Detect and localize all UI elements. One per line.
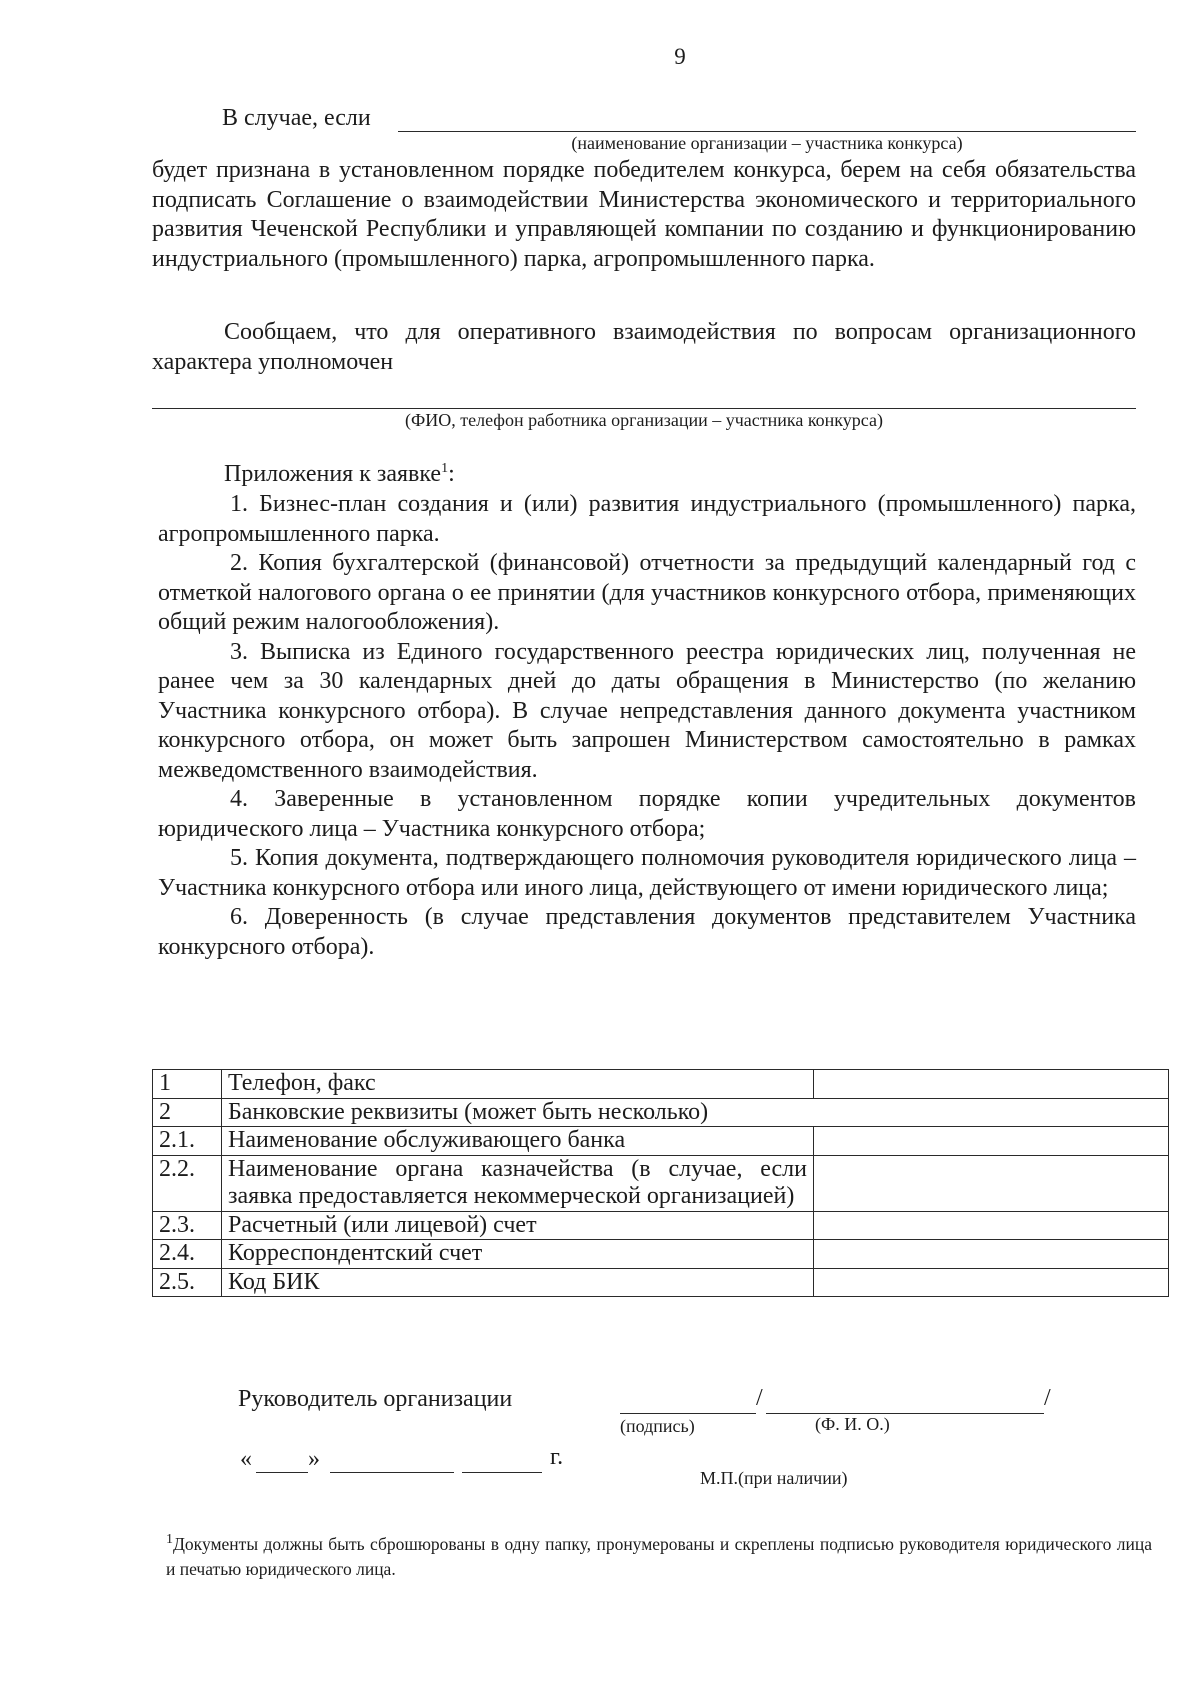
- table-row: [153, 1211, 1169, 1240]
- month-blank[interactable]: [330, 1472, 454, 1473]
- row-label: Наименование органа казначейства (в случае, если заявка предоставляется некоммерческой организацией): [222, 1155, 814, 1211]
- attachment-item-5: 5. Копия документа, подтверждающего полномочия руководителя юридического лица – Участника конкурсного отбора или иного лица, действующего от имени юридического лица;: [158, 845, 1136, 901]
- table-row: [153, 1155, 1169, 1211]
- row-number: 2.1.: [153, 1127, 222, 1156]
- table-row: [153, 1268, 1169, 1297]
- authorized-person-blank[interactable]: [152, 408, 1136, 409]
- table-row: [153, 1127, 1169, 1156]
- row-number: 2.3.: [153, 1211, 222, 1240]
- stamp-placeholder: М.П.(при наличии): [700, 1468, 848, 1488]
- footnote-mark: 1: [166, 1532, 173, 1548]
- page-number: 9: [674, 44, 686, 69]
- row-number: 2.5.: [153, 1268, 222, 1297]
- day-blank[interactable]: [256, 1472, 308, 1473]
- row-number: 2.4.: [153, 1240, 222, 1269]
- row-value-cell[interactable]: [814, 1070, 1169, 1099]
- attachment-item-4: 4. Заверенные в установленном порядке копии учредительных документов юридического лица – Участника конкурсного отбора;: [158, 786, 1136, 842]
- footnote-text: Документы должны быть сброшюрованы в одну папку, пронумерованы и скреплены подписью руководителя юридического лица и печатью юридического лица.: [166, 1534, 1152, 1579]
- authorized-person-caption: (ФИО, телефон работника организации – участника конкурса): [405, 410, 883, 430]
- row-label: Код БИК: [222, 1268, 814, 1297]
- table-row: [153, 1070, 1169, 1099]
- row-number: 2.2.: [153, 1155, 222, 1211]
- year-blank[interactable]: [462, 1472, 542, 1473]
- row-number: 1: [153, 1070, 222, 1099]
- row-value-cell[interactable]: [814, 1268, 1169, 1297]
- row-value-cell[interactable]: [814, 1127, 1169, 1156]
- slash-separator: /: [756, 1385, 763, 1411]
- row-label: Банковские реквизиты (может быть несколько): [222, 1098, 1169, 1127]
- attachment-item-6: 6. Доверенность (в случае представления документов представителем Участника конкурсного отбора).: [158, 904, 1136, 960]
- row-label: Расчетный (или лицевой) счет: [222, 1211, 814, 1240]
- attachments-heading-text: Приложения к заявке: [224, 461, 442, 487]
- intro-paragraph: будет признана в установленном порядке победителем конкурса, берем на себя обязательства подписать Соглашение о взаимодействии Министерства экономического и территориального развития Чеченской Республики и управляющей компании по созданию и функционированию индустриального (промышленного) парка, агропромышленного парка.: [152, 157, 1136, 272]
- head-of-organization-label: Руководитель организации: [238, 1386, 513, 1412]
- row-label: Корреспондентский счет: [222, 1240, 814, 1269]
- row-value-cell[interactable]: [814, 1240, 1169, 1269]
- organization-name-caption: (наименование организации – участника конкурса): [571, 133, 963, 153]
- row-number: 2: [153, 1098, 222, 1127]
- notice-paragraph: Сообщаем, что для оперативного взаимодействия по вопросам организационного характера уполномочен: [152, 319, 1136, 375]
- organization-name-blank[interactable]: [398, 131, 1136, 132]
- full-name-blank[interactable]: [766, 1413, 1044, 1414]
- attachments-heading: [224, 460, 455, 490]
- slash-separator: /: [1044, 1385, 1051, 1411]
- attachments-list: [158, 490, 1136, 962]
- attachments-heading-suffix: :: [448, 461, 455, 487]
- signature-blank[interactable]: [620, 1413, 756, 1414]
- footnote-reference: 1: [441, 461, 449, 476]
- row-value-cell[interactable]: [814, 1211, 1169, 1240]
- row-value-cell[interactable]: [814, 1155, 1169, 1211]
- intro-prefix: В случае, если: [222, 105, 371, 131]
- row-label: Наименование обслуживающего банка: [222, 1127, 814, 1156]
- quote-close: »: [308, 1446, 320, 1472]
- table-row: [153, 1240, 1169, 1269]
- full-name-caption: (Ф. И. О.): [815, 1414, 890, 1434]
- requisites-table: [152, 1069, 1169, 1297]
- attachment-item-1: 1. Бизнес-план создания и (или) развития индустриального (промышленного) парка, агропромышленного парка.: [158, 491, 1136, 547]
- table-row: [153, 1098, 1169, 1127]
- attachment-item-2: 2. Копия бухгалтерской (финансовой) отчетности за предыдущий календарный год с отметкой налогового органа о ее принятии (для участников конкурсного отбора, применяющих общий режим налогообложения).: [158, 550, 1136, 635]
- year-suffix: г.: [550, 1444, 564, 1470]
- row-label: Телефон, факс: [222, 1070, 814, 1099]
- footnote: [166, 1532, 1152, 1582]
- attachment-item-3: 3. Выписка из Единого государственного реестра юридических лиц, полученная не ранее чем за 30 календарных дней до даты обращения в Министерство (по желанию Участника конкурсного отбора). В случае непредставления данного документа участником конкурсного отбора, он может быть запрошен Министерством самостоятельно в рамках межведомственного взаимодействия.: [158, 638, 1136, 783]
- signature-caption: (подпись): [620, 1416, 695, 1436]
- quote-open: «: [240, 1446, 252, 1472]
